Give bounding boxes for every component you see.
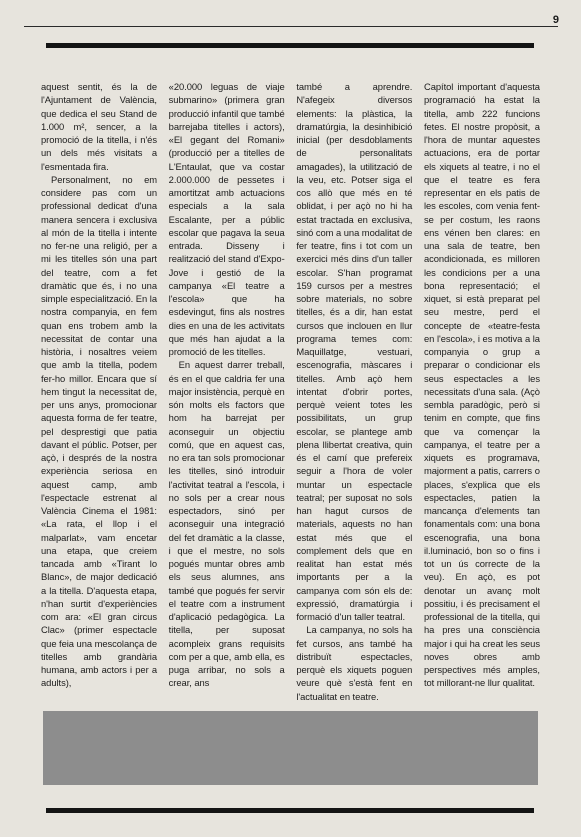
bottom-thick-rule (46, 808, 534, 813)
top-thin-rule (24, 26, 558, 27)
paragraph: En aquest darrer treball, és en el que caldria fer una major insistència, perquè en són molts els factors que hom ha barrejat per aconseguir un objectiu comú, que en aquest cas, no era tan sols promocionar les titelles, sinó introduir l'activitat teatral a l'escola, i no sols per a crear nous espectadors, sinó per aconseguir una integració del fet dramàtic a la classe, i que el mestre, no sols pogués muntar obres amb els seus alumnes, ans també que pogués fer servir el teatre com a instrument d'aplicació pedagògica. La titella, per suposat acompleix grans requisits com per a que, amb ella, es puga arribar, no sols a crear, ans (168, 359, 285, 689)
paragraph: aquest sentit, és la de l'Ajuntament de València, que dedica el seu Stand de 1.000 m², sencer, a la promoció de la titella, i n'és un dels més visitats a l'esmentada fira. (41, 81, 157, 172)
gray-image-placeholder (43, 711, 538, 785)
paragraph: Personalment, no em considere pas com un professional dedicat d'una manera sencera i exclusiva al món de la titella i intente no fer-ne una religió, per a mi les titelles són una part del teatre, com a fet dramàtic que és, i no una simple especialització. En la nostra companyia, en fem quan ens trobem amb la necessitat de contar una història, i nosaltres veiem que amb la titella, podem fer-ho millor. Encara que sí hem tingut la necessitat de, per uns anys, promocionar aquesta forma de fer teatre, pel desprestigi que patia davant el públic. Potser, per açò, i després de la nostra experiència seriosa en aquest camp, amb l'espectacle estrenat al València Cinema el 1981: «La rata, el llop i el malparlat», vam encetar una etapa, que creiem tancada amb «Tirant lo Blanc», de major dedicació a la titella. D'aquesta etapa, n'han surtit d'experiències com ara: «El gran circus Clac» (primer espectacle que feia una mescolança de titelles amb grandària humana, amb actors i per a adults), (41, 173, 157, 689)
column-1 (41, 80, 157, 700)
paragraph: La campanya, no sols ha fet cursos, ans també ha distribuït espectacles, perquè els xiquets poguen veure què s'està fent en l'actualitat en teatre. (296, 624, 413, 702)
paragraph: «20.000 leguas de viaje submarino» (primera gran producció infantil que també barrejaba titelles i actors), «El gegant del Romani» (producció per a titelles de L'Entaulat, que va costar 2.000.000 de pessetes i amortitzat amb actuacions especials a la sala Escalante, per a públic escolar que pagava la seua entrada. Disseny i realització del stand d'Expo-Jove i gestió de la campanya «El teatre a l'escola» que ha esdevingut, fins als nostres dies en una de les activitats que més han ajudat a la promoció de les titelles. (168, 81, 285, 357)
top-thick-rule (46, 43, 534, 48)
page-number: 9 (552, 14, 559, 26)
column-3 (296, 80, 412, 700)
article-columns (41, 80, 540, 700)
paragraph: Capítol important d'aquesta programació ha estat la titella, amb 222 funcions fetes. El nostre propòsit, a l'hora de muntar aquestes actuacions, era de portar els xiquets al teatre, i no el que el teatre es fera representar en els patis de les escoles, com venia fent-se per costum, les raons ens vénen ben clares: en una sala de teatre, ben acondicionada, es milloren les condicions per a una bona representació; el xiquet, si està preparat pel seu mestre, perd el concepte de «teatre-festa en l'escola», i es motiva a la companyia o grup a preparar o condicionar els seus espectacles a les necessitats d'una sala. (Açò sembla paradògic, però si tenim en compte, que fins que va començar la campanya, el teatre per a xiquets es programava, majorment a patis, carrers o places, s'explica que els espectacles, patien la mancança d'elements tan fonamentals com: una bona escenografia, una bona il.luminació, bon so o fins i tot un ús correcte de la veu). En açò, es pot denotar un avanç molt possitiu, i és precisament el professional de la titella, qui ha pres una consciència major i qui ha creat les seus noves obres amb perspectives més amples, tot millorant-ne llur qualitat. (423, 81, 540, 689)
column-4 (424, 80, 540, 700)
paragraph: també a aprendre. N'afegeix diversos elements: la plàstica, la dramatúrgia, la desinhibició inicial (per desdoblaments de personalitats amagades), la utilització de la veu, etc. Potser siga el cos allò que més en té oblidat, i per açò no hi ha estat tractada en exclusiva, sinó com a una modalitat de fer teatre, fins i tot com un exercici més dins d'un taller escolar. S'han programat 159 cursos per a mestres sobre materials, no sobre titelles, és a dir, han estat cursos que inclouen en llur programa temes com: Maquillatge, vestuari, escenografia, màscares i titelles. Amb açò hem intentat d'obrir portes, perquè veient totes les possibilitats, un grup escolar, se plantege amb plena llibertat creativa, quin és el camí que prefereix seguir a l'hora de voler muntar un espectacle teatral; per suposat no sols han hagut cursos de materials, aquests no han estat més que el complement dels que en realitat han estat més importants per a la campanya com són els de: expressió, dramatúrgia i formació d'un taller teatral. (296, 81, 413, 622)
column-2 (169, 80, 285, 700)
